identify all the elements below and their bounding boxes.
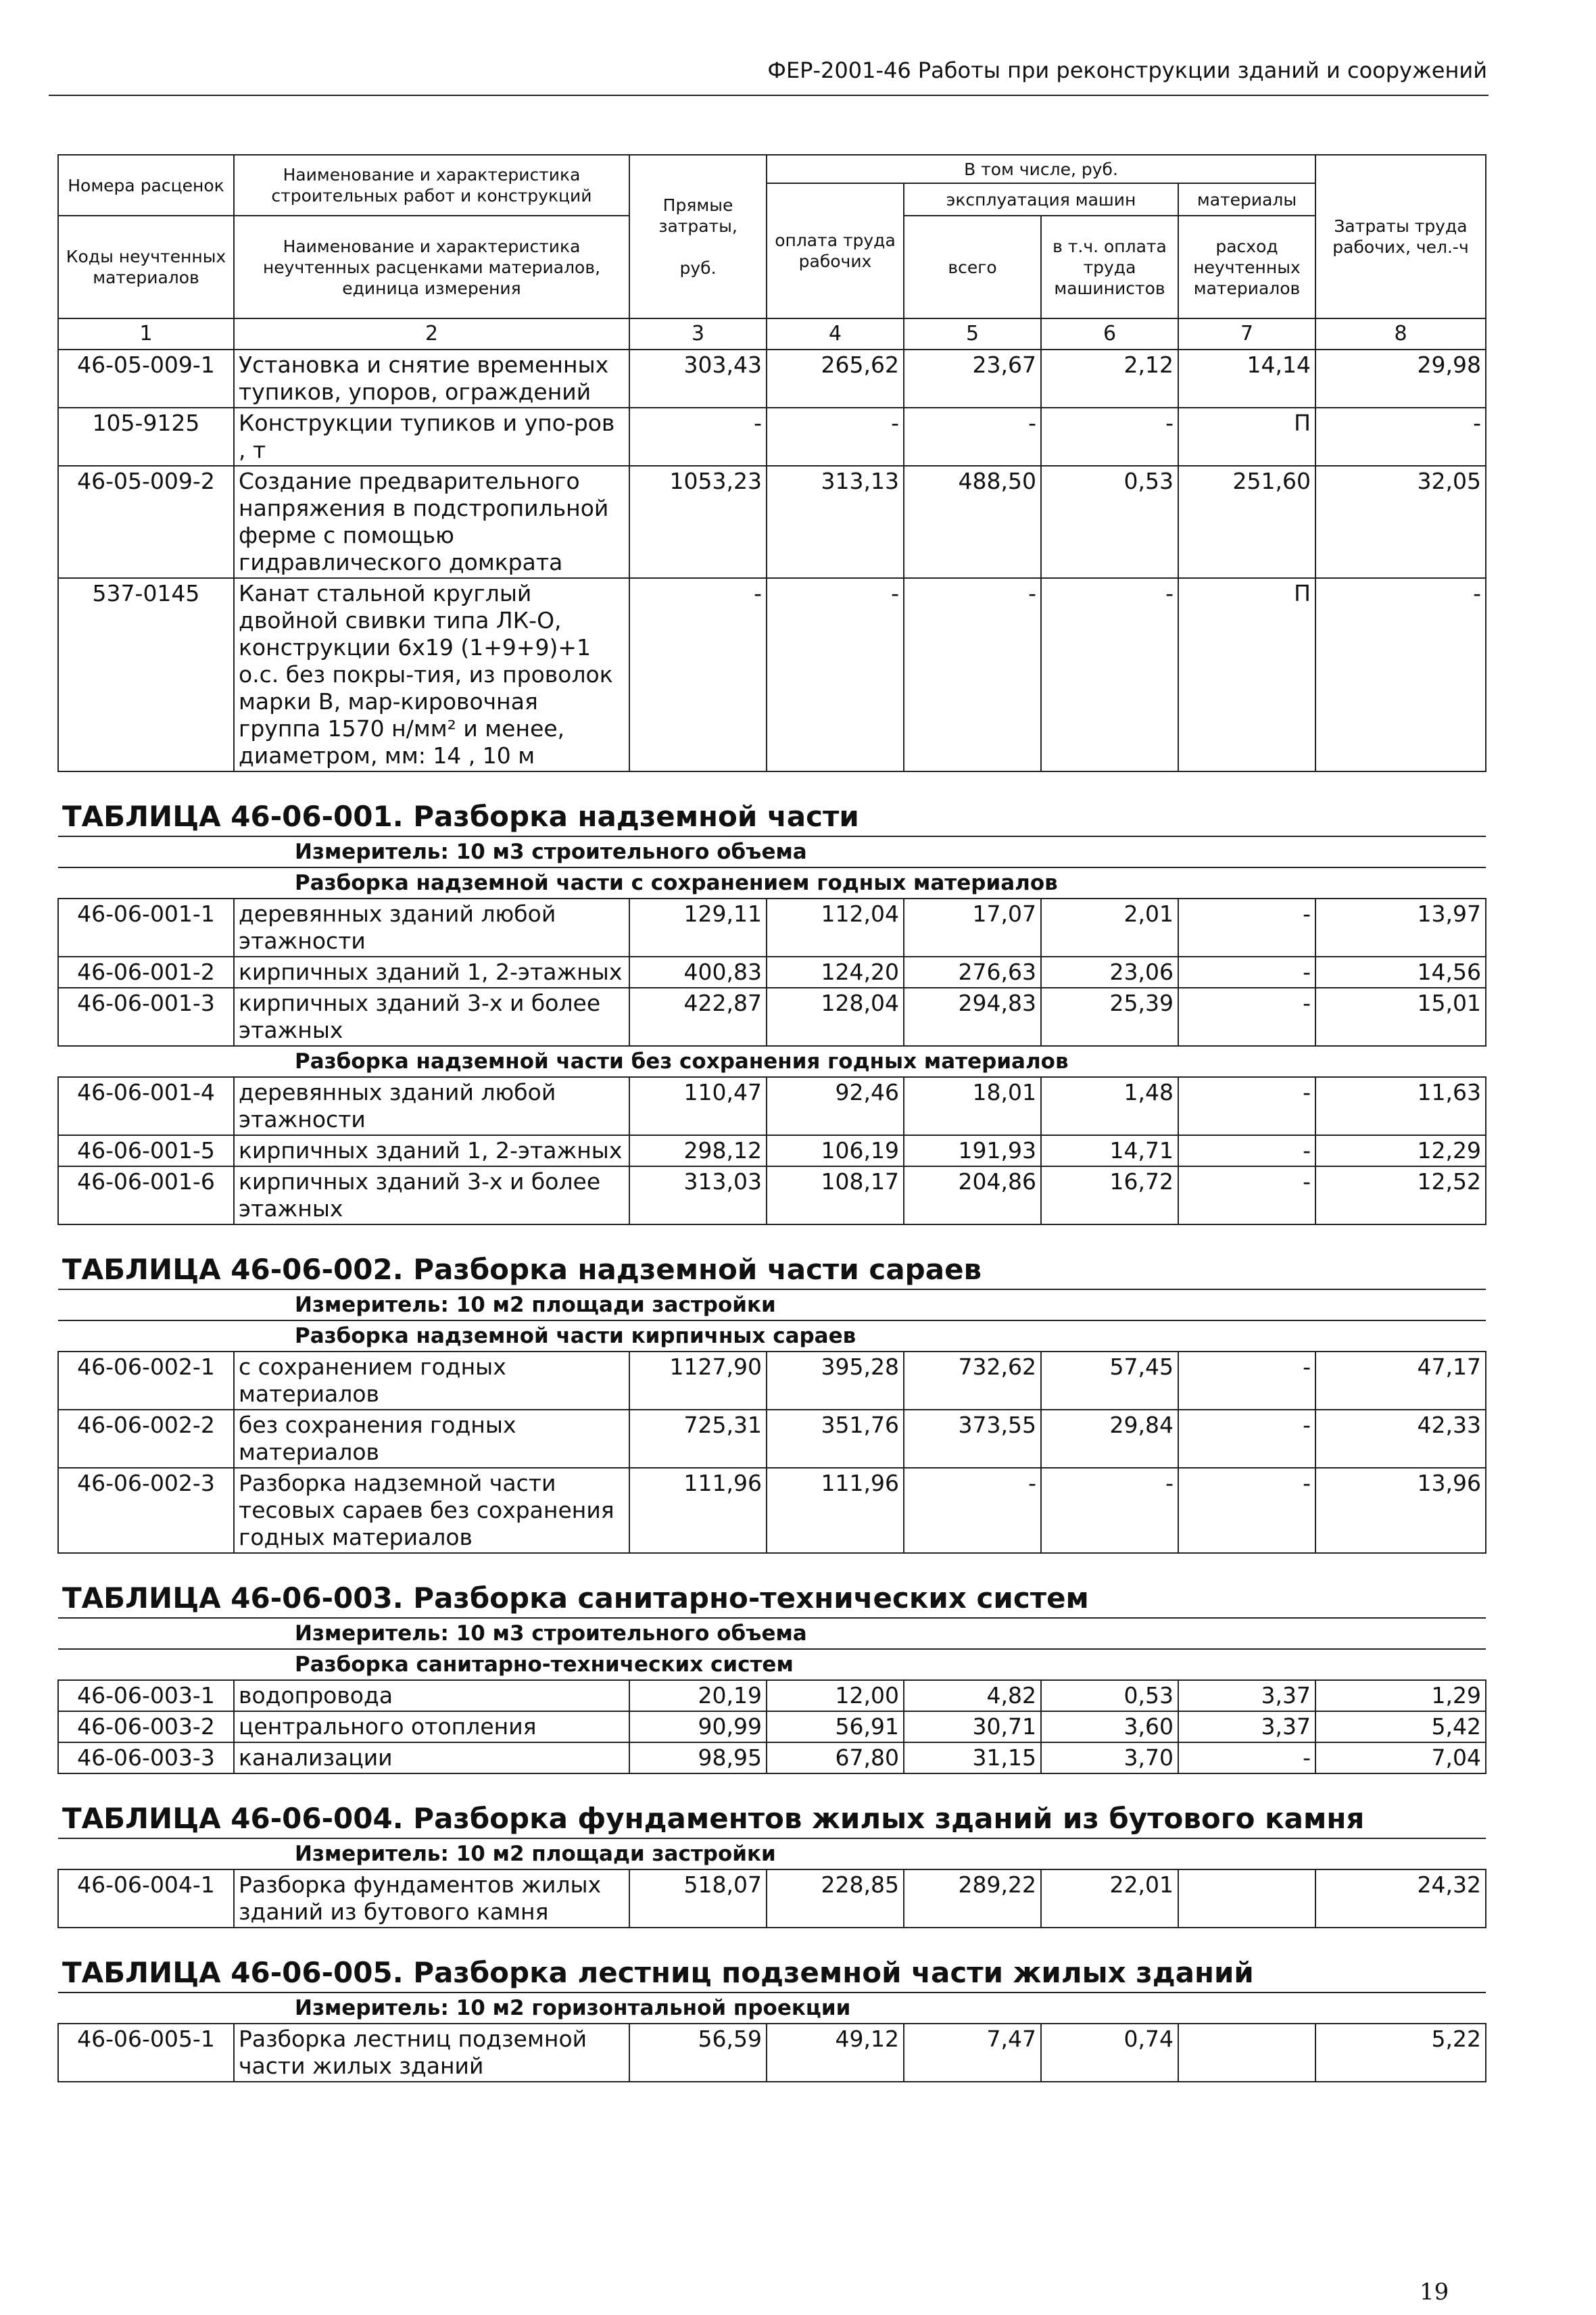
col-including: В том числе, руб. xyxy=(767,155,1315,183)
machinists-value: 0,53 xyxy=(1041,1680,1178,1711)
col-number: 4 xyxy=(767,318,904,350)
measure-row xyxy=(58,1992,1486,2024)
table-row xyxy=(58,466,1486,578)
table-row xyxy=(58,1135,1486,1166)
machines-value: 23,67 xyxy=(904,350,1041,408)
direct-costs-value: 1127,90 xyxy=(629,1352,767,1410)
table-row xyxy=(58,408,1486,466)
section-heading: Разборка надземной части кирпичных сараев xyxy=(58,1320,1486,1352)
labor-value: 13,97 xyxy=(1315,899,1486,957)
col-direct-costs: Прямые затраты, руб. xyxy=(629,155,767,318)
machinists-value: 16,72 xyxy=(1041,1166,1178,1224)
machines-value: 289,22 xyxy=(904,1869,1041,1928)
labor-value: 32,05 xyxy=(1315,466,1486,578)
direct-costs-value: 422,87 xyxy=(629,988,767,1046)
rate-name: Разборка лестниц подземной части жилых зданий xyxy=(234,2024,629,2082)
machinists-value: 0,53 xyxy=(1041,466,1178,578)
table-row xyxy=(58,988,1486,1046)
rate-name: Канат стальной круглый двойной свивки типа ЛК-О, конструкции 6х19 (1+9+9)+1 о.с. без покры-тия, из проволок марки В, мар-кировочная группа 1570 н/мм² и менее, диаметром, мм: 14 , 10 м xyxy=(234,578,629,771)
rate-code: 46-05-009-1 xyxy=(58,350,234,408)
measure-row xyxy=(58,1618,1486,1649)
rate-code: 46-06-003-3 xyxy=(58,1742,234,1773)
rate-name: Разборка фундаментов жилых зданий из бутового камня xyxy=(234,1869,629,1928)
table-row xyxy=(58,957,1486,988)
machinists-value: 2,12 xyxy=(1041,350,1178,408)
direct-costs-value: 111,96 xyxy=(629,1468,767,1553)
wages-value: 67,80 xyxy=(767,1742,904,1773)
machines-value: 18,01 xyxy=(904,1077,1041,1135)
materials-value: - xyxy=(1178,1352,1315,1410)
wages-value: 12,00 xyxy=(767,1680,904,1711)
labor-value: 13,96 xyxy=(1315,1468,1486,1553)
machines-value: 17,07 xyxy=(904,899,1041,957)
wages-value: - xyxy=(767,578,904,771)
machinists-value: 0,74 xyxy=(1041,2024,1178,2082)
table-row xyxy=(58,350,1486,408)
wages-value: 56,91 xyxy=(767,1711,904,1742)
col-number: 6 xyxy=(1041,318,1178,350)
machinists-value: 14,71 xyxy=(1041,1135,1178,1166)
col-number: 1 xyxy=(58,318,234,350)
price-table xyxy=(57,154,1486,2082)
materials-value xyxy=(1178,2024,1315,2082)
materials-value: - xyxy=(1178,957,1315,988)
col-machines-total: всего xyxy=(904,216,1041,318)
rate-name: с сохранением годных материалов xyxy=(234,1352,629,1410)
table-title: ТАБЛИЦА 46-06-003. Разборка санитарно-технических систем xyxy=(58,1553,1486,1618)
machinists-value: 3,70 xyxy=(1041,1742,1178,1773)
rate-name: деревянных зданий любой этажности xyxy=(234,899,629,957)
table-title-row xyxy=(58,1928,1486,1992)
machines-value: 373,55 xyxy=(904,1410,1041,1468)
col-labor: Затраты труда рабочих, чел.-ч xyxy=(1315,155,1486,318)
wages-value: - xyxy=(767,408,904,466)
table-header xyxy=(58,155,1486,350)
section-heading: Разборка надземной части без сохранения годных материалов xyxy=(58,1046,1486,1077)
wages-value: 112,04 xyxy=(767,899,904,957)
direct-costs-value: 313,03 xyxy=(629,1166,767,1224)
rate-code: 105-9125 xyxy=(58,408,234,466)
rate-code: 46-06-001-4 xyxy=(58,1077,234,1135)
labor-value: 24,32 xyxy=(1315,1869,1486,1928)
materials-value xyxy=(1178,1869,1315,1928)
measure-row xyxy=(58,1838,1486,1869)
measure-unit: Измеритель: 10 м2 площади застройки xyxy=(58,1289,1486,1320)
labor-value: 12,29 xyxy=(1315,1135,1486,1166)
machinists-value: 57,45 xyxy=(1041,1352,1178,1410)
machinists-value: 1,48 xyxy=(1041,1077,1178,1135)
labor-value: 12,52 xyxy=(1315,1166,1486,1224)
wages-value: 106,19 xyxy=(767,1135,904,1166)
direct-costs-value: 298,12 xyxy=(629,1135,767,1166)
materials-value: - xyxy=(1178,1742,1315,1773)
labor-value: 42,33 xyxy=(1315,1410,1486,1468)
materials-value: - xyxy=(1178,1077,1315,1135)
table-body xyxy=(58,350,1486,2082)
wages-value: 265,62 xyxy=(767,350,904,408)
wages-value: 49,12 xyxy=(767,2024,904,2082)
direct-costs-value: 110,47 xyxy=(629,1077,767,1135)
rate-name: центрального отопления xyxy=(234,1711,629,1742)
labor-value: 15,01 xyxy=(1315,988,1486,1046)
labor-value: - xyxy=(1315,408,1486,466)
materials-value: - xyxy=(1178,1135,1315,1166)
measure-unit: Измеритель: 10 м3 строительного объема xyxy=(58,836,1486,867)
materials-value: П xyxy=(1178,578,1315,771)
labor-value: 11,63 xyxy=(1315,1077,1486,1135)
direct-costs-value: 725,31 xyxy=(629,1410,767,1468)
rate-name: кирпичных зданий 1, 2-этажных xyxy=(234,957,629,988)
direct-costs-value: 518,07 xyxy=(629,1869,767,1928)
labor-value: - xyxy=(1315,578,1486,771)
machines-value: 276,63 xyxy=(904,957,1041,988)
rate-name: Конструкции тупиков и упо-ров , т xyxy=(234,408,629,466)
machines-value: 4,82 xyxy=(904,1680,1041,1711)
labor-value: 7,04 xyxy=(1315,1742,1486,1773)
wages-value: 351,76 xyxy=(767,1410,904,1468)
materials-value: - xyxy=(1178,899,1315,957)
rate-code: 46-05-009-2 xyxy=(58,466,234,578)
page-number: 19 xyxy=(1420,2278,1449,2306)
table-title: ТАБЛИЦА 46-06-004. Разборка фундаментов жилых зданий из бутового камня xyxy=(58,1773,1486,1838)
rate-name: кирпичных зданий 1, 2-этажных xyxy=(234,1135,629,1166)
machines-value: 30,71 xyxy=(904,1711,1041,1742)
rate-code: 537-0145 xyxy=(58,578,234,771)
header-rule xyxy=(49,95,1489,96)
machinists-value: 2,01 xyxy=(1041,899,1178,957)
direct-costs-value: 129,11 xyxy=(629,899,767,957)
materials-value: 3,37 xyxy=(1178,1680,1315,1711)
rate-code: 46-06-001-6 xyxy=(58,1166,234,1224)
table-row xyxy=(58,1711,1486,1742)
wages-value: 228,85 xyxy=(767,1869,904,1928)
section-row xyxy=(58,1649,1486,1680)
machinists-value: 25,39 xyxy=(1041,988,1178,1046)
section-row xyxy=(58,1046,1486,1077)
col-number: 5 xyxy=(904,318,1041,350)
labor-value: 5,42 xyxy=(1315,1711,1486,1742)
table-title-row xyxy=(58,1553,1486,1618)
labor-value: 5,22 xyxy=(1315,2024,1486,2082)
rate-name: деревянных зданий любой этажности xyxy=(234,1077,629,1135)
rate-name: кирпичных зданий 3-х и более этажных xyxy=(234,1166,629,1224)
wages-value: 395,28 xyxy=(767,1352,904,1410)
table-title: ТАБЛИЦА 46-06-005. Разборка лестниц подземной части жилых зданий xyxy=(58,1928,1486,1992)
labor-value: 47,17 xyxy=(1315,1352,1486,1410)
measure-unit: Измеритель: 10 м2 площади застройки xyxy=(58,1838,1486,1869)
col-codes-bottom: Коды неучтенных материалов xyxy=(58,216,234,318)
materials-value: - xyxy=(1178,1410,1315,1468)
measure-unit: Измеритель: 10 м3 строительного объема xyxy=(58,1618,1486,1649)
table-title: ТАБЛИЦА 46-06-001. Разборка надземной части xyxy=(58,771,1486,836)
labor-value: 14,56 xyxy=(1315,957,1486,988)
rate-name: Создание предварительного напряжения в подстропильной ферме с помощью гидравлического домкрата xyxy=(234,466,629,578)
rate-code: 46-06-002-2 xyxy=(58,1410,234,1468)
direct-costs-value: 90,99 xyxy=(629,1711,767,1742)
direct-costs-value: 20,19 xyxy=(629,1680,767,1711)
col-machines: эксплуатация машин xyxy=(904,183,1178,216)
table-row xyxy=(58,1166,1486,1224)
col-materials: материалы xyxy=(1178,183,1315,216)
measure-row xyxy=(58,836,1486,867)
direct-costs-value: 303,43 xyxy=(629,350,767,408)
wages-value: 313,13 xyxy=(767,466,904,578)
col-wages: оплата труда рабочих xyxy=(767,183,904,318)
direct-costs-value: 1053,23 xyxy=(629,466,767,578)
column-numbers-row xyxy=(58,318,1486,350)
machinists-value: 23,06 xyxy=(1041,957,1178,988)
direct-costs-value: - xyxy=(629,408,767,466)
section-row xyxy=(58,867,1486,899)
col-number: 7 xyxy=(1178,318,1315,350)
machinists-value: 29,84 xyxy=(1041,1410,1178,1468)
machinists-value: - xyxy=(1041,408,1178,466)
col-name-bottom: Наименование и характеристика неучтенных расценками материалов, единица измерения xyxy=(234,216,629,318)
machinists-value: 22,01 xyxy=(1041,1869,1178,1928)
col-number: 2 xyxy=(234,318,629,350)
measure-row xyxy=(58,1289,1486,1320)
machines-value: 488,50 xyxy=(904,466,1041,578)
col-codes-top: Номера расценок xyxy=(58,155,234,216)
machinists-value: 3,60 xyxy=(1041,1711,1178,1742)
machines-value: 191,93 xyxy=(904,1135,1041,1166)
wages-value: 128,04 xyxy=(767,988,904,1046)
table-row xyxy=(58,1352,1486,1410)
col-machinists: в т.ч. оплата труда машинистов xyxy=(1041,216,1178,318)
table-title-row xyxy=(58,771,1486,836)
rate-name: кирпичных зданий 3-х и более этажных xyxy=(234,988,629,1046)
materials-value: 14,14 xyxy=(1178,350,1315,408)
labor-value: 29,98 xyxy=(1315,350,1486,408)
direct-costs-value: 98,95 xyxy=(629,1742,767,1773)
direct-costs-value: - xyxy=(629,578,767,771)
direct-costs-value: 56,59 xyxy=(629,2024,767,2082)
rate-name: канализации xyxy=(234,1742,629,1773)
machines-value: - xyxy=(904,408,1041,466)
table-title-row xyxy=(58,1224,1486,1289)
table-row xyxy=(58,1680,1486,1711)
rate-code: 46-06-004-1 xyxy=(58,1869,234,1928)
machinists-value: - xyxy=(1041,578,1178,771)
labor-value: 1,29 xyxy=(1315,1680,1486,1711)
table-row xyxy=(58,578,1486,771)
table-row xyxy=(58,2024,1486,2082)
table-title-row xyxy=(58,1773,1486,1838)
table-row xyxy=(58,1468,1486,1553)
rate-name: водопровода xyxy=(234,1680,629,1711)
section-heading: Разборка надземной части с сохранением годных материалов xyxy=(58,867,1486,899)
table-row xyxy=(58,899,1486,957)
machines-value: - xyxy=(904,578,1041,771)
rate-code: 46-06-003-1 xyxy=(58,1680,234,1711)
rate-code: 46-06-001-5 xyxy=(58,1135,234,1166)
col-number: 8 xyxy=(1315,318,1486,350)
rate-name: без сохранения годных материалов xyxy=(234,1410,629,1468)
col-name-top: Наименование и характеристика строительных работ и конструкций xyxy=(234,155,629,216)
rate-code: 46-06-002-3 xyxy=(58,1468,234,1553)
wages-value: 92,46 xyxy=(767,1077,904,1135)
rate-code: 46-06-002-1 xyxy=(58,1352,234,1410)
rate-name: Разборка надземной части тесовых сараев без сохранения годных материалов xyxy=(234,1468,629,1553)
machines-value: 294,83 xyxy=(904,988,1041,1046)
materials-value: 251,60 xyxy=(1178,466,1315,578)
machines-value: 7,47 xyxy=(904,2024,1041,2082)
rate-code: 46-06-001-3 xyxy=(58,988,234,1046)
col-materials-sub: расход неучтенных материалов xyxy=(1178,216,1315,318)
materials-value: - xyxy=(1178,1468,1315,1553)
machines-value: 732,62 xyxy=(904,1352,1041,1410)
rate-code: 46-06-001-2 xyxy=(58,957,234,988)
wages-value: 108,17 xyxy=(767,1166,904,1224)
rate-name: Установка и снятие временных тупиков, упоров, ограждений xyxy=(234,350,629,408)
page-header: ФЕР-2001-46 Работы при реконструкции зданий и сооружений xyxy=(767,57,1487,83)
table-row xyxy=(58,1410,1486,1468)
col-number: 3 xyxy=(629,318,767,350)
direct-costs-value: 400,83 xyxy=(629,957,767,988)
machines-value: 204,86 xyxy=(904,1166,1041,1224)
table-row xyxy=(58,1869,1486,1928)
rate-code: 46-06-003-2 xyxy=(58,1711,234,1742)
materials-value: - xyxy=(1178,1166,1315,1224)
table-row xyxy=(58,1742,1486,1773)
materials-value: 3,37 xyxy=(1178,1711,1315,1742)
table-title: ТАБЛИЦА 46-06-002. Разборка надземной части сараев xyxy=(58,1224,1486,1289)
machines-value: 31,15 xyxy=(904,1742,1041,1773)
measure-unit: Измеритель: 10 м2 горизонтальной проекции xyxy=(58,1992,1486,2024)
rate-code: 46-06-005-1 xyxy=(58,2024,234,2082)
wages-value: 124,20 xyxy=(767,957,904,988)
machines-value: - xyxy=(904,1468,1041,1553)
materials-value: П xyxy=(1178,408,1315,466)
wages-value: 111,96 xyxy=(767,1468,904,1553)
table-row xyxy=(58,1077,1486,1135)
section-heading: Разборка санитарно-технических систем xyxy=(58,1649,1486,1680)
section-row xyxy=(58,1320,1486,1352)
materials-value: - xyxy=(1178,988,1315,1046)
rate-code: 46-06-001-1 xyxy=(58,899,234,957)
machinists-value: - xyxy=(1041,1468,1178,1553)
